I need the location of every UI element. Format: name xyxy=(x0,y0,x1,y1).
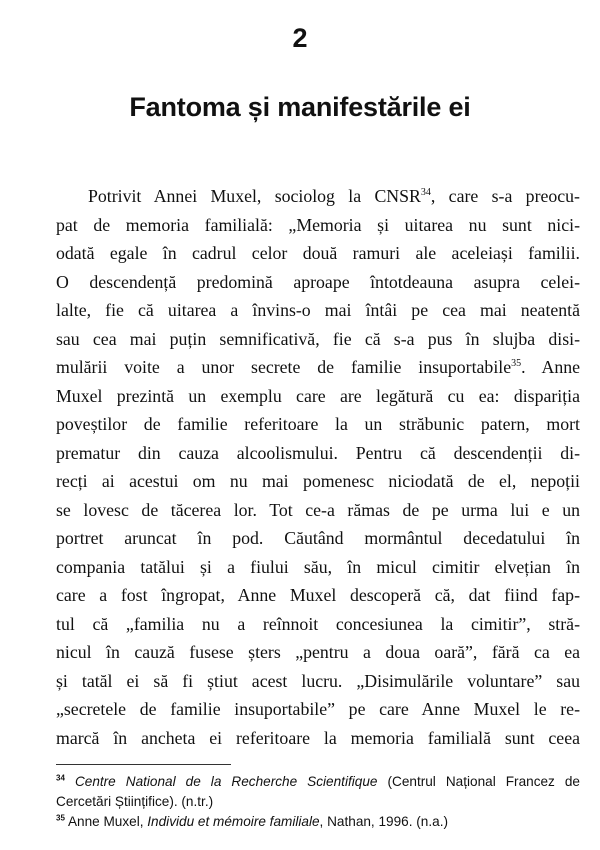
text-line: se lovesc de tăcerea lor. Tot ce-a rămas de pe urma lui e un xyxy=(56,499,580,520)
text-line: nicul în cauză fusese șters „pentru a doua oară”, fără ca ea xyxy=(56,642,580,662)
footnote-34-continued: Cercetări Științifice). (n.tr.) xyxy=(56,794,214,809)
footnote-mark: 35 xyxy=(56,813,65,823)
text-line: pat de memoria familială: „Memoria și uitarea nu sunt nici- xyxy=(56,214,580,235)
text-line: poveștilor de familie referitoare la un străbunic patern, mort xyxy=(56,414,580,434)
footnote-34: $^{34}$ Centre National de la Recherche Scientifique (Centrul Național Francez de xyxy=(56,773,580,789)
text-line: lalte, fie că uitarea a învins-o mai întâi pe cea mai neatentă xyxy=(56,300,580,320)
footnote-ref: 34 xyxy=(420,187,431,199)
chapter-title: Fantoma și manifestările ei xyxy=(129,92,471,122)
text-line: odată egale în cadrul celor două ramuri ale aceleiași familii. xyxy=(56,243,580,263)
text-line: tul că „familia nu a reînnoit concesiunea la cimitir”, stră- xyxy=(56,613,580,634)
text-line: recți ai acestui om nu mai pomenesc niciodată de el, nepoții xyxy=(56,471,580,491)
text-line: compania tatălui și a fiului său, în micul cimitir elvețian în xyxy=(56,556,580,577)
text-line: Muxel prezintă un exemplu care are legătură cu ea: dispariția xyxy=(56,385,580,406)
footnote-mark: 34 xyxy=(56,773,65,783)
text-line: O descendență predomină aproape întotdeauna asupra celei- xyxy=(56,271,580,292)
text-line: „secretele de familie insuportabile” pe care Anne Muxel le re- xyxy=(56,699,580,719)
chapter-number: 2 xyxy=(292,23,308,53)
footnote-35: $^{35}$ Anne Muxel, Individu et mémoire familiale, Nathan, 1996. (n.a.) xyxy=(56,813,449,829)
text-line: care a fost îngropat, Anne Muxel descoperă că, dat fiind fap- xyxy=(56,585,580,605)
footnote-divider xyxy=(56,764,231,765)
text-line: marcă în ancheta ei referitoare la memoria familială sunt ceea xyxy=(56,727,580,748)
text-line: sau cea mai puțin semnificativă, fie că s-a pus în slujba disi- xyxy=(56,328,580,349)
text-line: prematur din cauza alcoolismului. Pentru că descendenții di- xyxy=(56,442,580,463)
text-line: portret aruncat în pod. Căutând mormântul decedatului în xyxy=(56,528,580,548)
footnotes xyxy=(56,772,580,832)
text-line: mulării voite a unor secrete de familie insuportabile$^{35}$. Anne xyxy=(56,357,580,377)
text-line: și tatăl ei să fi știut acest lucru. „Disimulările voluntare” sau xyxy=(56,670,580,691)
text-line: Potrivit Annei Muxel, sociolog la CNSR$^{34}$, care s-a preocu- xyxy=(88,186,580,206)
body-paragraph xyxy=(56,182,580,752)
footnote-ref: 35 xyxy=(511,358,522,370)
